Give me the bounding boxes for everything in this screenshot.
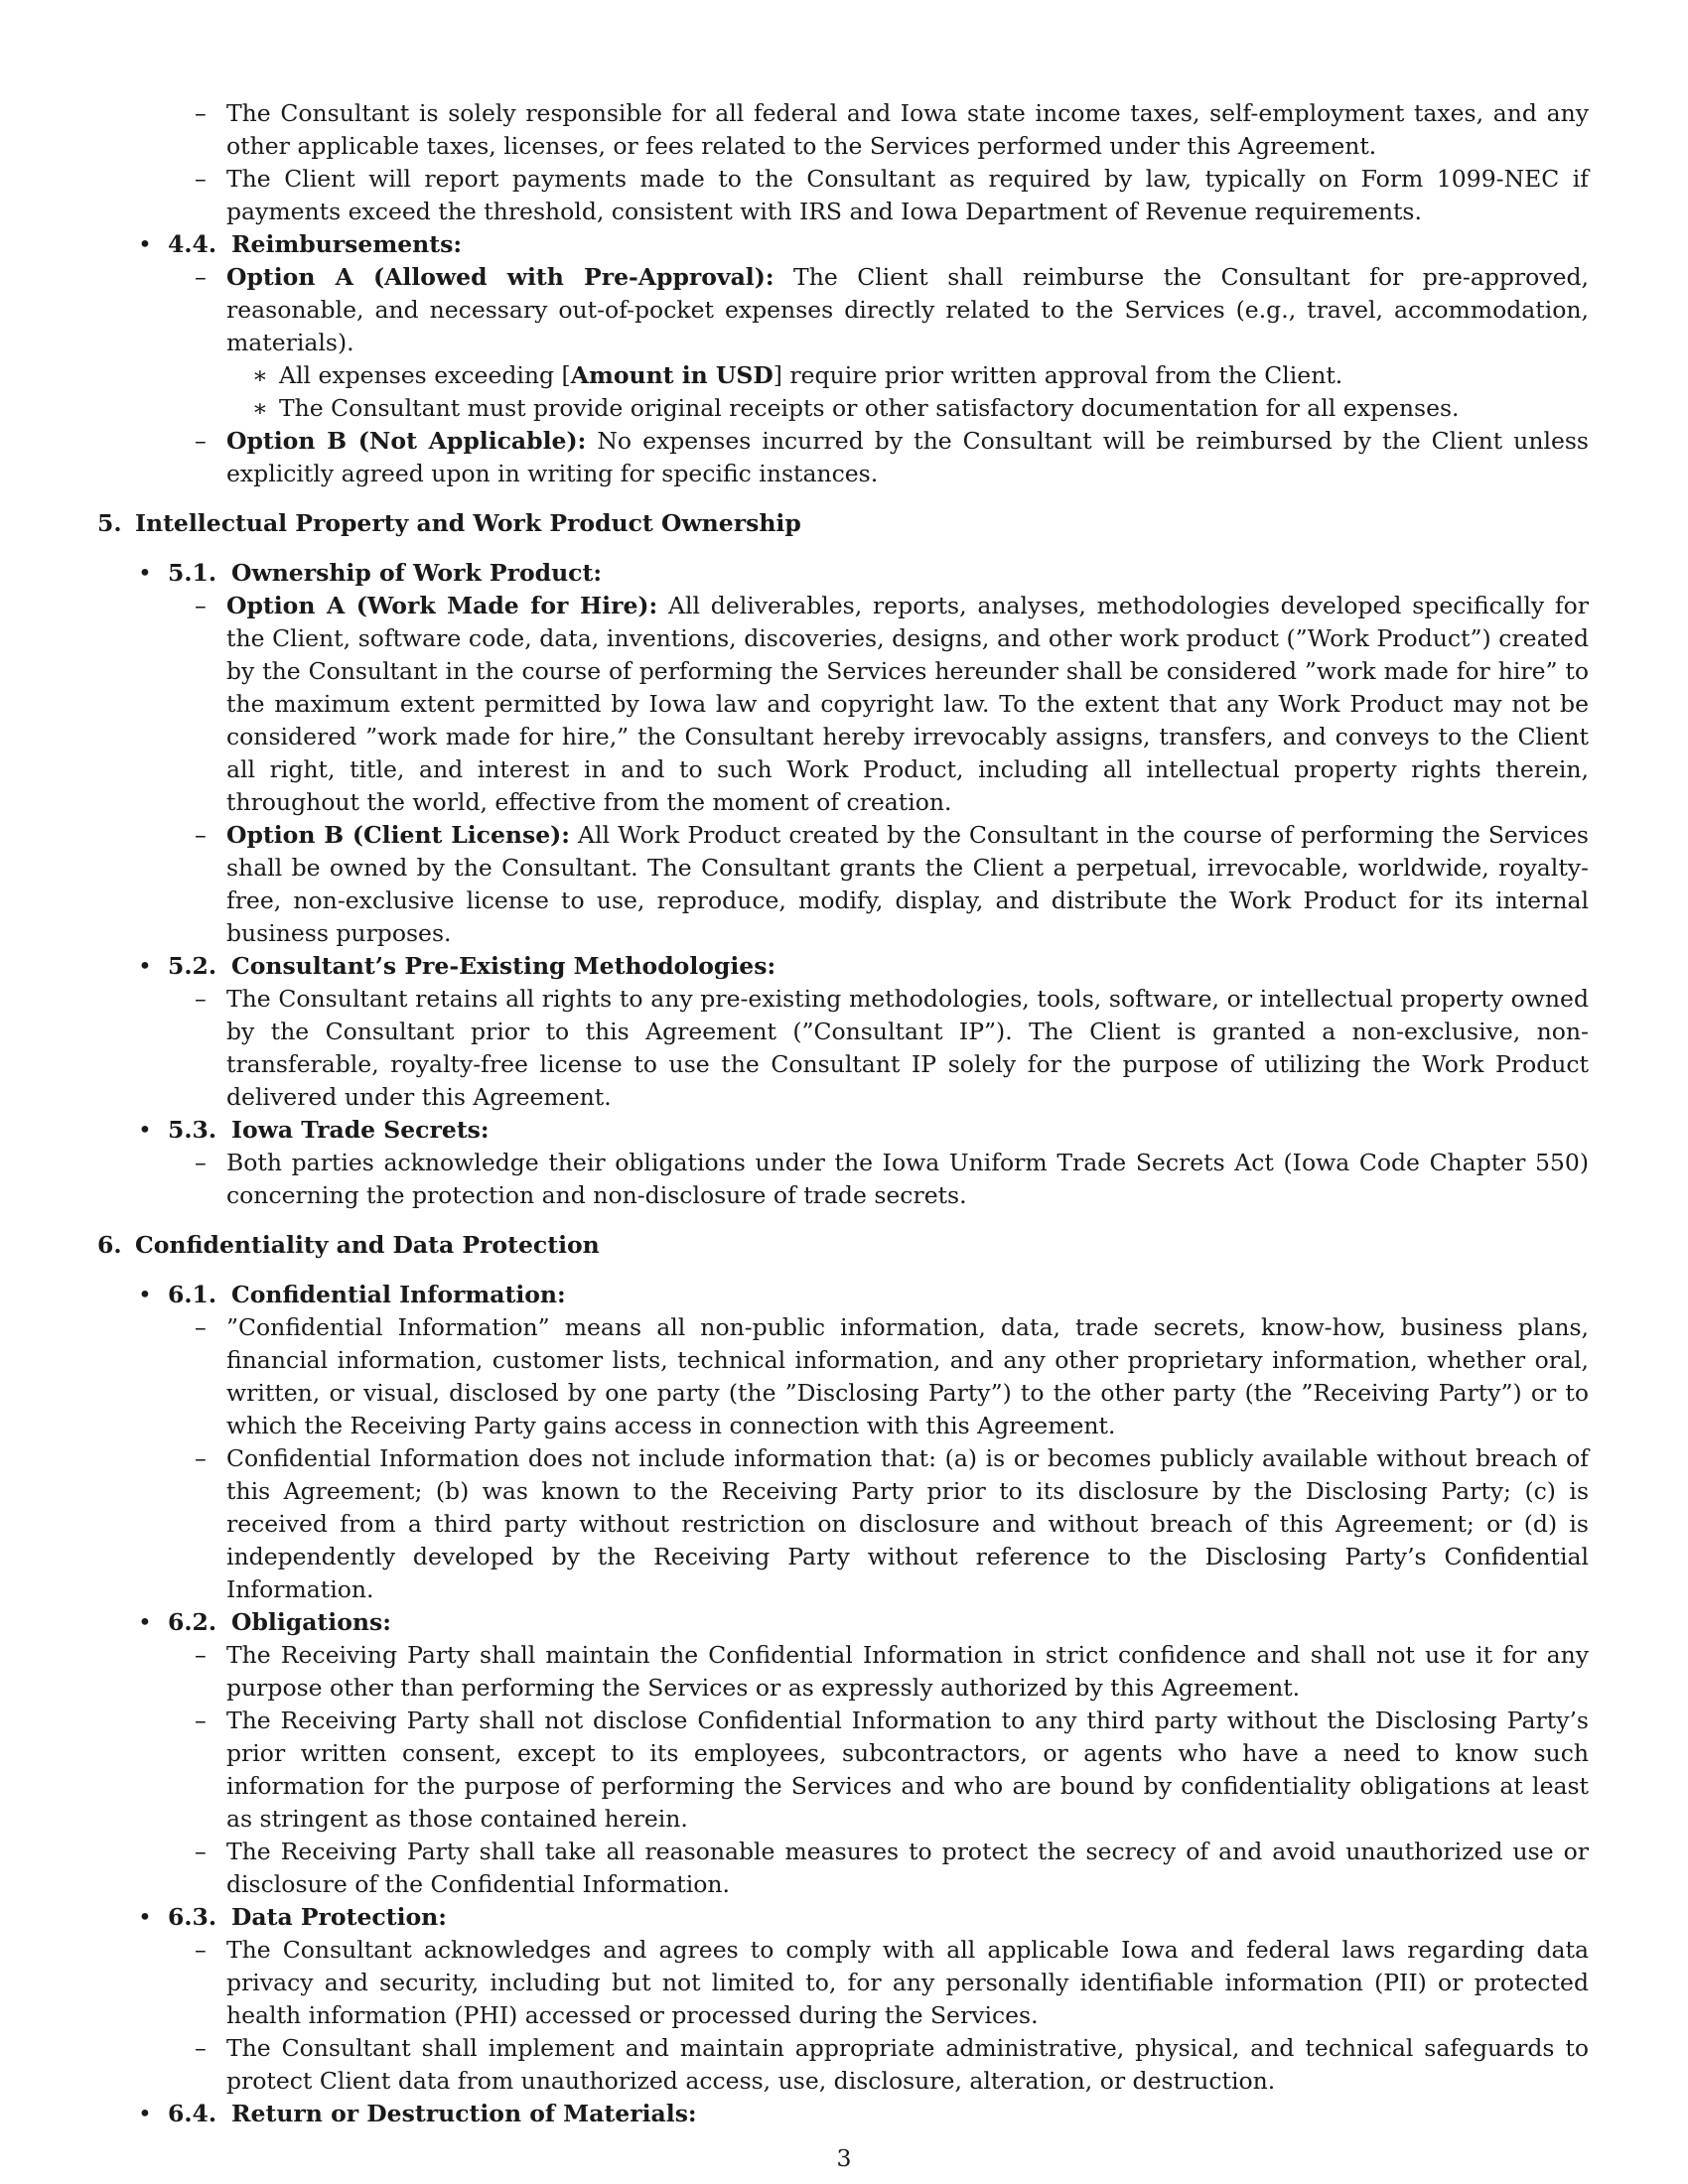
subsection-number: 6.3. bbox=[168, 1903, 217, 1931]
subsection-title: Return or Destruction of Materials: bbox=[231, 2100, 697, 2127]
tax-item-2: – The Client will report payments made to the Consultant as required by law, typically on Form 1099-NEC if payments exceed the threshold, consistent with IRS and Iowa Department of Revenue requirements. bbox=[97, 163, 1589, 228]
reimbursement-option-b bbox=[97, 425, 1589, 490]
section-5-heading bbox=[97, 507, 1589, 540]
subsection-number: 5.3. bbox=[168, 1116, 217, 1144]
obligations-item-3: – The Receiving Party shall take all reasonable measures to protect the secrecy of and avoid unauthorized use or disclosure of the Confidential Information. bbox=[97, 1836, 1589, 1901]
page-number: 3 bbox=[836, 2144, 852, 2172]
ownership-option-a bbox=[97, 590, 1589, 819]
trade-secrets-text: – Both parties acknowledge their obligations under the Iowa Uniform Trade Secrets Act (Iowa Code Chapter 550) concerning the protection and non-disclosure of trade secrets. bbox=[97, 1147, 1589, 1212]
subsection-number: 6.4. bbox=[168, 2100, 217, 2127]
section-title: Confidentiality and Data Protection bbox=[135, 1231, 600, 1259]
data-protection-item-1: – The Consultant acknowledges and agrees to comply with all applicable Iowa and federal laws regarding data privacy and security, including but not limited to, for any personally identifiable information (PII) or protected health information (PHI) accessed or processed during the Services. bbox=[97, 1934, 1589, 2032]
subsection-number: 5.2. bbox=[168, 952, 217, 980]
subsection-4-4-heading bbox=[97, 228, 1589, 261]
reimbursement-option-a bbox=[97, 261, 1589, 359]
subsection-5-3-heading bbox=[97, 1114, 1589, 1147]
option-text: No expenses incurred by the Consultant will be reimbursed by the Client unless explicitly agreed upon in writing for specific instances. bbox=[226, 427, 1589, 487]
confidential-info-item-2: – Confidential Information does not include information that: (a) is or becomes publicly available without breach of this Agreement; (b) was known to the Receiving Party prior to its disclosure by the Disclosing Party; (c) is received from a third party without restriction on disclosure and without breach of this Agreement; or (d) is independently developed by the Receiving Party without reference to the Disclosing Party’s Confidential Information. bbox=[97, 1442, 1589, 1606]
subsection-5-2-heading bbox=[97, 950, 1589, 983]
option-label: Option A (Allowed with Pre-Approval): bbox=[226, 263, 774, 291]
subsection-number: 5.1. bbox=[168, 559, 217, 587]
subitem-text-pre: All expenses exceeding [ bbox=[279, 361, 571, 389]
subsection-title: Obligations: bbox=[231, 1608, 391, 1636]
obligations-item-1: – The Receiving Party shall maintain the Confidential Information in strict confidence and shall not use it for any purpose other than performing the Services or as expressly authorized by this Agreement. bbox=[97, 1639, 1589, 1705]
option-label: Option B (Client License): bbox=[226, 821, 570, 849]
option-label: Option A (Work Made for Hire): bbox=[226, 592, 658, 619]
option-text: The Client shall reimburse the Consultant for pre-approved, reasonable, and necessary out-of-pocket expenses directly related to the Services (e.g., travel, accommodation, materials). bbox=[226, 263, 1590, 356]
reimbursement-subitem-2: ∗ The Consultant must provide original receipts or other satisfactory documentation for all expenses. bbox=[97, 392, 1589, 425]
subsection-5-1-heading bbox=[97, 557, 1589, 590]
subsection-number: 4.4. bbox=[168, 230, 217, 258]
reimbursement-subitem-1 bbox=[97, 359, 1589, 392]
section-number: 6. bbox=[97, 1231, 122, 1259]
page-content bbox=[97, 97, 1589, 2130]
subsection-title: Confidential Information: bbox=[231, 1281, 566, 1308]
section-number: 5. bbox=[97, 509, 122, 537]
subsection-6-1-heading bbox=[97, 1279, 1589, 1311]
subsection-title: Consultant’s Pre-Existing Methodologies: bbox=[231, 952, 776, 980]
subsection-title: Iowa Trade Secrets: bbox=[231, 1116, 490, 1144]
subsection-title: Ownership of Work Product: bbox=[231, 559, 603, 587]
subsection-number: 6.2. bbox=[168, 1608, 217, 1636]
section-6-heading bbox=[97, 1229, 1589, 1262]
data-protection-item-2: – The Consultant shall implement and maintain appropriate administrative, physical, and technical safeguards to protect Client data from unauthorized access, use, disclosure, alteration, or destruction. bbox=[97, 2032, 1589, 2098]
subsection-6-3-heading bbox=[97, 1901, 1589, 1934]
option-label: Option B (Not Applicable): bbox=[226, 427, 587, 455]
tax-item-1: – The Consultant is solely responsible for all federal and Iowa state income taxes, self-employment taxes, and any other applicable taxes, licenses, or fees related to the Services performed under this Agreement. bbox=[97, 97, 1589, 163]
pre-existing-methodologies-text: – The Consultant retains all rights to any pre-existing methodologies, tools, software, or intellectual property owned by the Consultant prior to this Agreement (”Consultant IP”). The Client is granted a non-exclusive, non-transferable, royalty-free license to use the Consultant IP solely for the purpose of utilizing the Work Product delivered under this Agreement. bbox=[97, 983, 1589, 1114]
ownership-option-b bbox=[97, 819, 1589, 950]
subsection-6-4-heading bbox=[97, 2098, 1589, 2130]
obligations-item-2: – The Receiving Party shall not disclose Confidential Information to any third party without the Disclosing Party’s prior written consent, except to its employees, subcontractors, or agents who have a need to know such information for the purpose of performing the Services and who are bound by confidentiality obligations at least as stringent as those contained herein. bbox=[97, 1705, 1589, 1836]
subitem-text-post: ] require prior written approval from the Client. bbox=[773, 361, 1343, 389]
section-title: Intellectual Property and Work Product Ownership bbox=[135, 509, 801, 537]
subsection-title: Reimbursements: bbox=[231, 230, 463, 258]
option-text: All Work Product created by the Consultant in the course of performing the Services shall be owned by the Consultant. The Consultant grants the Client a perpetual, irrevocable, worldwide, royalty-free, non-exclusive license to use, reproduce, modify, display, and distribute the Work Product for its internal business purposes. bbox=[226, 821, 1589, 947]
subsection-title: Data Protection: bbox=[231, 1903, 447, 1931]
subsection-6-2-heading bbox=[97, 1606, 1589, 1639]
amount-placeholder: Amount in USD bbox=[570, 361, 774, 389]
option-text: All deliverables, reports, analyses, methodologies developed specifically for the Client, software code, data, inventions, discoveries, designs, and other work product (”Work Product”) created by the Consultant in the course of performing the Services hereunder shall be considered ”work made for hire” to the maximum extent permitted by Iowa law and copyright law. To the extent that any Work Product may not be considered ”work made for hire,” the Consultant hereby irrevocably assigns, transfers, and conveys to the Client all right, title, and interest in and to such Work Product, including all intellectual property rights therein, throughout the world, effective from the moment of creation. bbox=[226, 592, 1589, 816]
confidential-info-item-1: – ”Confidential Information” means all non-public information, data, trade secrets, know-how, business plans, financial information, customer lists, technical information, and any other proprietary information, whether oral, written, or visual, disclosed by one party (the ”Disclosing Party”) to the other party (the ”Receiving Party”) or to which the Receiving Party gains access in connection with this Agreement. bbox=[97, 1311, 1589, 1442]
subsection-number: 6.1. bbox=[168, 1281, 217, 1308]
